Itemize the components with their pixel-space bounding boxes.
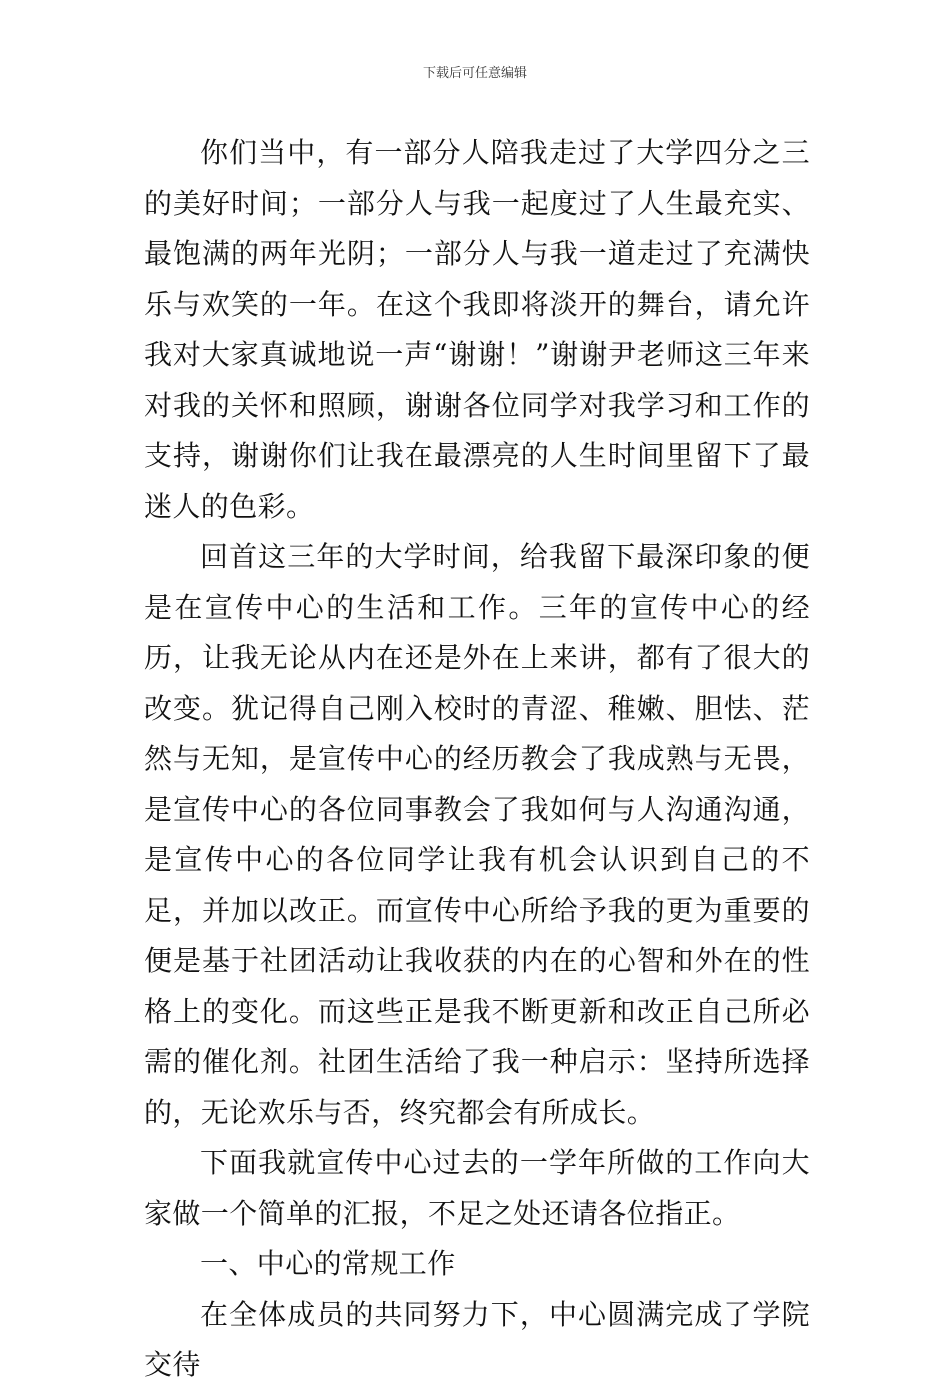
section-heading-routine-work: 一、中心的常规工作 (200, 1247, 456, 1280)
document-body (144, 128, 810, 1391)
paragraph-reflection: 回首这三年的大学时间，给我留下最深印象的便是在宣传中心的生活和工作。三年的宣传中心的经历，让我无论从内在还是外在上来讲，都有了很大的改变。犹记得自己刚入校时的青涩、稚嫩、胆怯、茫然与无知，是宣传中心的经历教会了我成熟与无畏，是宣传中心的各位同事教会了我如何与人沟通沟通，是宣传中心的各位同学让我有机会认识到自己的不足，并加以改正。而宣传中心所给予我的更为重要的便是基于社团活动让我收获的内在的心智和外在的性格上的变化。而这些正是我不断更新和改正自己所必需的催化剂。社团生活给了我一种启示：坚持所选择的，无论欢乐与否，终究都会有所成长。 (144, 540, 810, 1129)
page-header-note: 下载后可任意编辑 (422, 66, 527, 81)
paragraph-report-intro: 下面我就宣传中心过去的一学年所做的工作向大家做一个简单的汇报，不足之处还请各位指正。 (144, 1146, 810, 1230)
paragraph-thanks: 你们当中，有一部分人陪我走过了大学四分之三的美好时间；一部分人与我一起度过了人生最充实、最饱满的两年光阴；一部分人与我一道走过了充满快乐与欢笑的一年。在这个我即将淡开的舞台，请允许我对大家真诚地说一声“谢谢！”谢谢尹老师这三年来对我的关怀和照顾，谢谢各位同学对我学习和工作的支持，谢谢你们让我在最漂亮的人生时间里留下了最迷人的色彩。 (144, 136, 810, 523)
paragraph-routine-work: 在全体成员的共同努力下，中心圆满完成了学院交待 (144, 1297, 810, 1381)
